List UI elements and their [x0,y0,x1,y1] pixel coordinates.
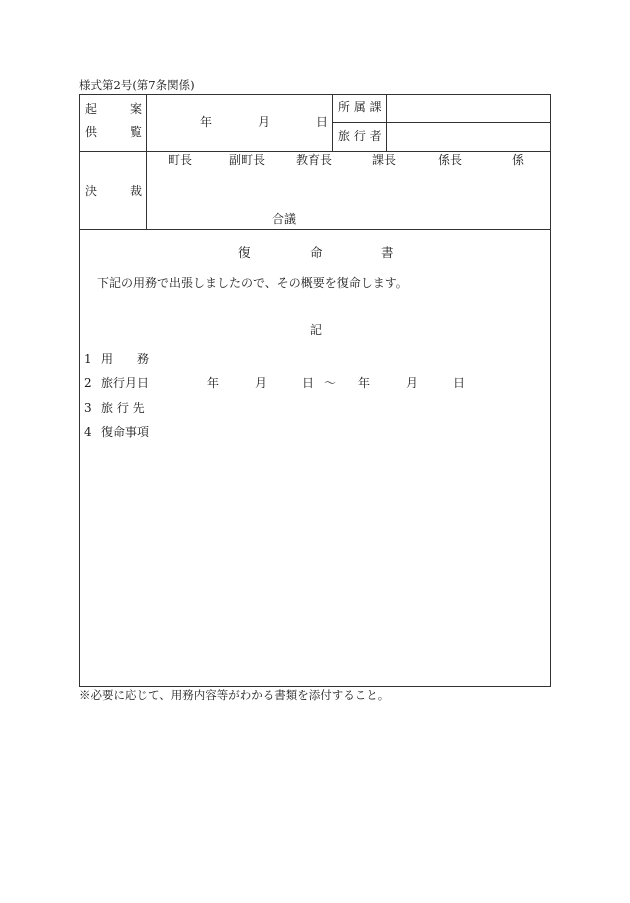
role-deputy-mayor: 副町長 [229,153,266,167]
report-title-char-1: 復 [238,245,251,260]
footnote: ※必要に応じて、用務内容等がわかる書類を添付すること。 [79,688,390,702]
travel-from-year: 年 [207,376,220,390]
kian-label-2: 案 [130,102,143,116]
item-2-label: 旅行月日 [101,376,150,390]
role-mayor: 町長 [168,153,193,167]
intro-text: 下記の用務で出張しましたので、その概要を復命します。 [97,276,408,290]
report-title-char-3: 書 [381,245,394,260]
header-date-month: 月 [258,115,271,129]
form-id: 様式第2号(第7条関係) [79,78,195,92]
item-1-label-2: 務 [137,352,150,366]
item-1-label-1: 用 [101,352,114,366]
shozoku-ka-label: 所 属 課 [338,100,382,114]
travel-to-year: 年 [358,376,371,390]
travel-to-day: 日 [453,376,466,390]
item-3-number: 3 [84,401,92,415]
item-4-number: 4 [84,425,92,439]
item-4-label: 復命事項 [101,425,150,439]
kian-label-1: 起 [85,102,98,116]
role-superintendent: 教育長 [296,153,333,167]
item-1-number: 1 [84,352,92,366]
report-title-char-2: 命 [310,245,323,260]
kyoran-label-2: 覧 [130,125,143,139]
travel-from-month: 月 [255,376,268,390]
item-3-label: 旅 行 先 [101,401,145,415]
role-section-chief: 課長 [372,153,397,167]
travel-range-tilde: ～ [324,376,337,390]
header-date-day: 日 [316,115,329,129]
travel-to-month: 月 [406,376,419,390]
item-2-number: 2 [84,376,92,390]
kessai-label-1: 決 [85,184,98,198]
kyoran-label-1: 供 [85,125,98,139]
role-subsection-chief: 係長 [438,153,463,167]
consult-label: 合議 [272,212,297,226]
ryoko-sha-label: 旅 行 者 [338,129,382,143]
role-staff: 係 [512,153,525,167]
kessai-label-2: 裁 [130,184,143,198]
travel-from-day: 日 [302,376,315,390]
ki-label: 記 [310,323,323,337]
header-date-year: 年 [200,115,213,129]
